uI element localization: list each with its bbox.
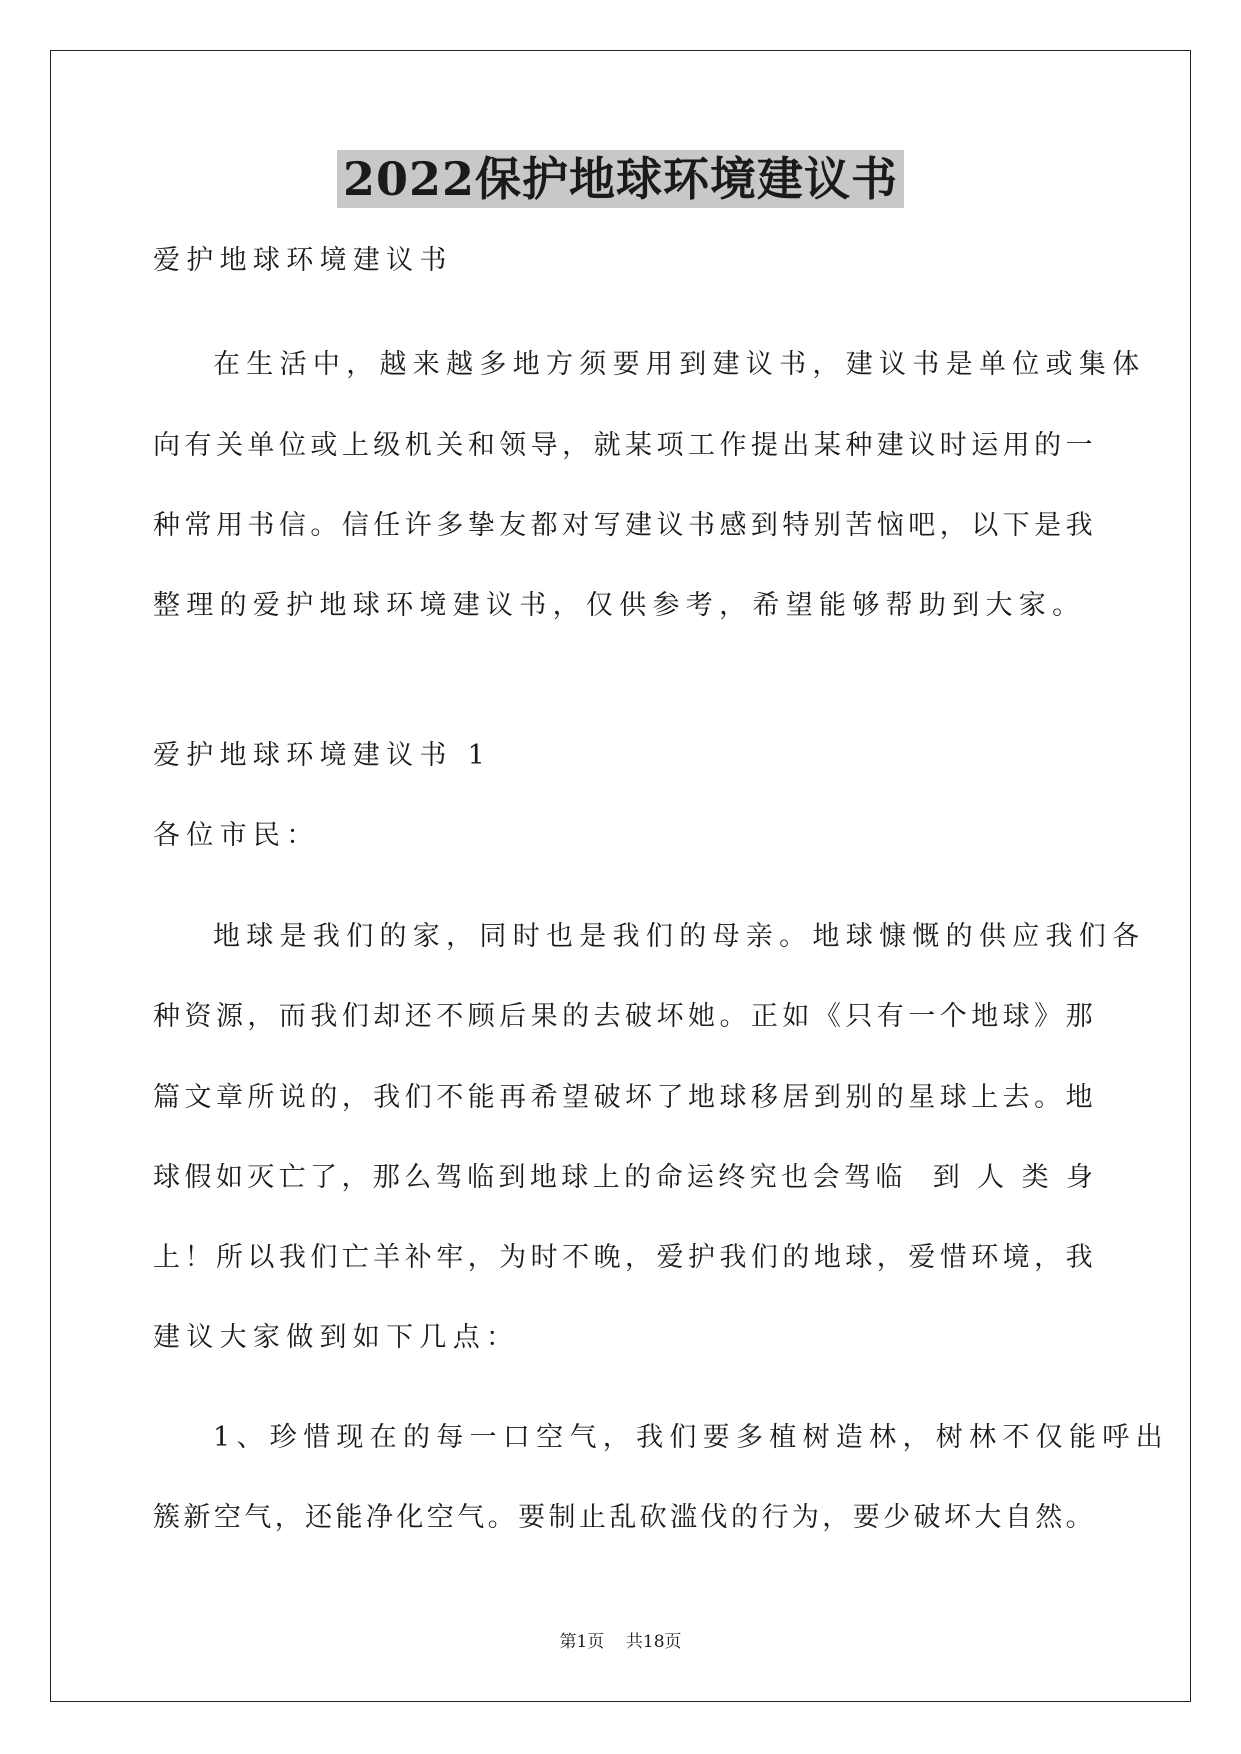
text-line: 向 有 关 单 位 或 上 级 机 关 和 领 导 ， 就 某 项 工 作 提 出 某 种 建 议 时 运 用 的 一 [153,430,1093,461]
title-container [0,150,1241,208]
page-footer [0,1630,1241,1654]
document-title: 2022保护地球环境建议书 [337,150,904,208]
text-line: 1、珍惜现在的每一口空气，我们要多植树造林，树林不仅能呼出 [213,1422,1169,1453]
text-line: 篇 文 章 所 说 的 ， 我 们 不 能 再 希 望 破 坏 了 地 球 移 居 到 别 的 星 球 上 去 。 地 [153,1082,1093,1113]
text-line: 在生活中，越来越多地方须要用到建议书，建议书是单位或集体 [213,349,1146,380]
text-line: 球 假 如 灭 亡 了 ， 那 么 驾 临 到 地 球 上 的 命 运 终 究 也 会 驾 临 到 人 类 身 [153,1162,1093,1193]
page-number: 第1页 [559,1632,605,1652]
text-line: 整理的爱护地球环境建议书，仅供参考，希望能够帮助到大家。 [153,590,1086,621]
page-total: 共18页 [625,1632,682,1652]
text-line: 上 ！ 所 以 我 们 亡 羊 补 牢 ， 为 时 不 晚 ， 爱 护 我 们 的 地 球 ， 爱 惜 环 境 ， 我 [153,1242,1093,1273]
text-line: 各位市民： [153,820,320,851]
text-line: 建议大家做到如下几点： [153,1322,520,1353]
text-line: 簇 新 空 气 ， 还 能 净 化 空 气 。 要 制 止 乱 砍 滥 伐 的 行 为 ， 要 少 破 坏 大 自 然 。 [153,1502,1093,1533]
text-line: 种 常 用 书 信 。 信 任 许 多 挚 友 都 对 写 建 议 书 感 到 特 别 苦 恼 吧 ， 以 下 是 我 [153,510,1093,541]
text-line: 种 资 源 ， 而 我 们 却 还 不 顾 后 果 的 去 破 坏 她 。 正 如 《 只 有 一 个 地 球 》 那 [153,1001,1093,1032]
text-line: 爱护地球环境建议书 [153,245,453,276]
text-line: 爱护地球环境建议书 1 [153,740,492,771]
text-line: 地球是我们的家，同时也是我们的母亲。地球慷慨的供应我们各 [213,921,1146,952]
